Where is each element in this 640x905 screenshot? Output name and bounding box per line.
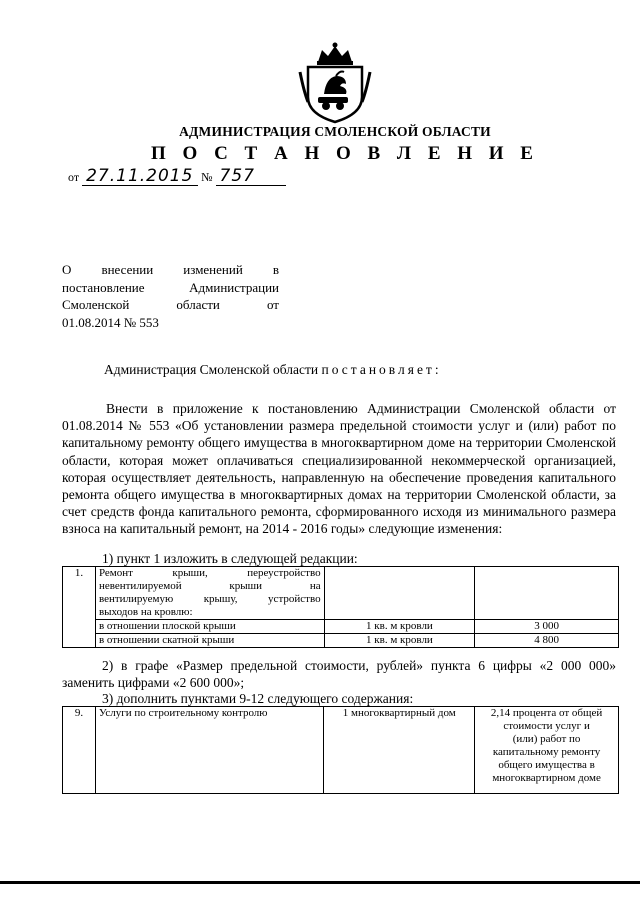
date-number-line <box>68 168 286 186</box>
document-subject <box>62 261 279 331</box>
subject-line: постановление Администрации <box>62 279 279 295</box>
table-cell-label: в отношении скатной крыши <box>95 634 324 648</box>
table-cell-num: 1. <box>63 567 96 648</box>
decree-verb: постановляет: <box>321 362 442 377</box>
table-cell-unit: 1 многоквартирный дом <box>324 707 475 794</box>
table-cell-description: Ремонт крыши, переустройство невентилируемой крыши на вентилируемую крышу, устройство выходов на кровлю: <box>95 567 324 620</box>
table-row <box>63 707 619 794</box>
subject-line: Смоленской области от <box>62 297 279 312</box>
scan-bottom-edge <box>0 881 640 884</box>
main-paragraph <box>62 400 616 538</box>
table-cell-value: 2,14 процента от общей стоимости услуг и (или) работ по капитальному ремонту общего имущества в многоквартирном доме <box>475 707 619 794</box>
list-item-2-block <box>62 657 616 691</box>
table-cell-unit: 1 кв. м кровли <box>324 620 475 634</box>
organization-title: АДМИНИСТРАЦИЯ СМОЛЕНСКОЙ ОБЛАСТИ <box>179 124 491 139</box>
handwritten-date: 27.11.2015 <box>82 168 198 186</box>
table-cell-service: Услуги по строительному контролю <box>95 707 323 794</box>
decree-prefix: Администрация Смоленской области <box>104 362 322 377</box>
table-cell-empty <box>475 567 619 620</box>
document-type-title: П О С Т А Н О В Л Е Н И Е <box>151 143 539 164</box>
date-prefix: от <box>68 170 80 184</box>
table-cell-num: 9. <box>63 707 96 794</box>
decree-statement <box>104 362 442 378</box>
table-cell-unit: 1 кв. м кровли <box>324 634 475 648</box>
subject-line: 01.08.2014 № 553 <box>62 314 159 330</box>
list-item-1: 1) пункт 1 изложить в следующей редакции: <box>102 551 358 566</box>
amendment-table-1 <box>62 566 619 648</box>
coat-of-arms-emblem <box>296 42 374 124</box>
number-prefix: № <box>201 170 213 184</box>
list-item-3: 3) дополнить пунктами 9-12 следующего содержания: <box>102 691 414 706</box>
table-cell-value: 4 800 <box>475 634 619 648</box>
handwritten-number: 757 <box>216 168 286 186</box>
table-cell-empty <box>324 567 475 620</box>
subject-line: О внесении изменений в <box>62 262 279 277</box>
amendment-table-2 <box>62 706 619 794</box>
body-paragraph: Внести в приложение к постановлению Администрации Смоленской области от 01.08.2014 № 553 «Об установлении размера предельной стоимости услуг и (или) работ по капитальному ремонту общего имущества в многоквартирном доме на территории Смоленской области, которая может оплачиваться специализированной некоммерческой организацией, которая осуществляет деятельность, направленную на обеспечение проведения капитального ремонта общего имущества в многоквартирных домах на территории Смоленской области, за счет средств фонда капитального ремонта, сформированного исходя из минимального размера взноса на капитальный ремонт, на 2014 - 2016 годы» следующие изменения: <box>62 401 616 537</box>
table-cell-label: в отношении плоской крыши <box>95 620 324 634</box>
table-row <box>63 620 619 634</box>
list-item-2: 2) в графе «Размер предельной стоимости, рублей» пункта 6 цифры «2 000 000» заменить цифрами «2 600 000»; <box>62 658 616 691</box>
table-row <box>63 634 619 648</box>
table-cell-value: 3 000 <box>475 620 619 634</box>
